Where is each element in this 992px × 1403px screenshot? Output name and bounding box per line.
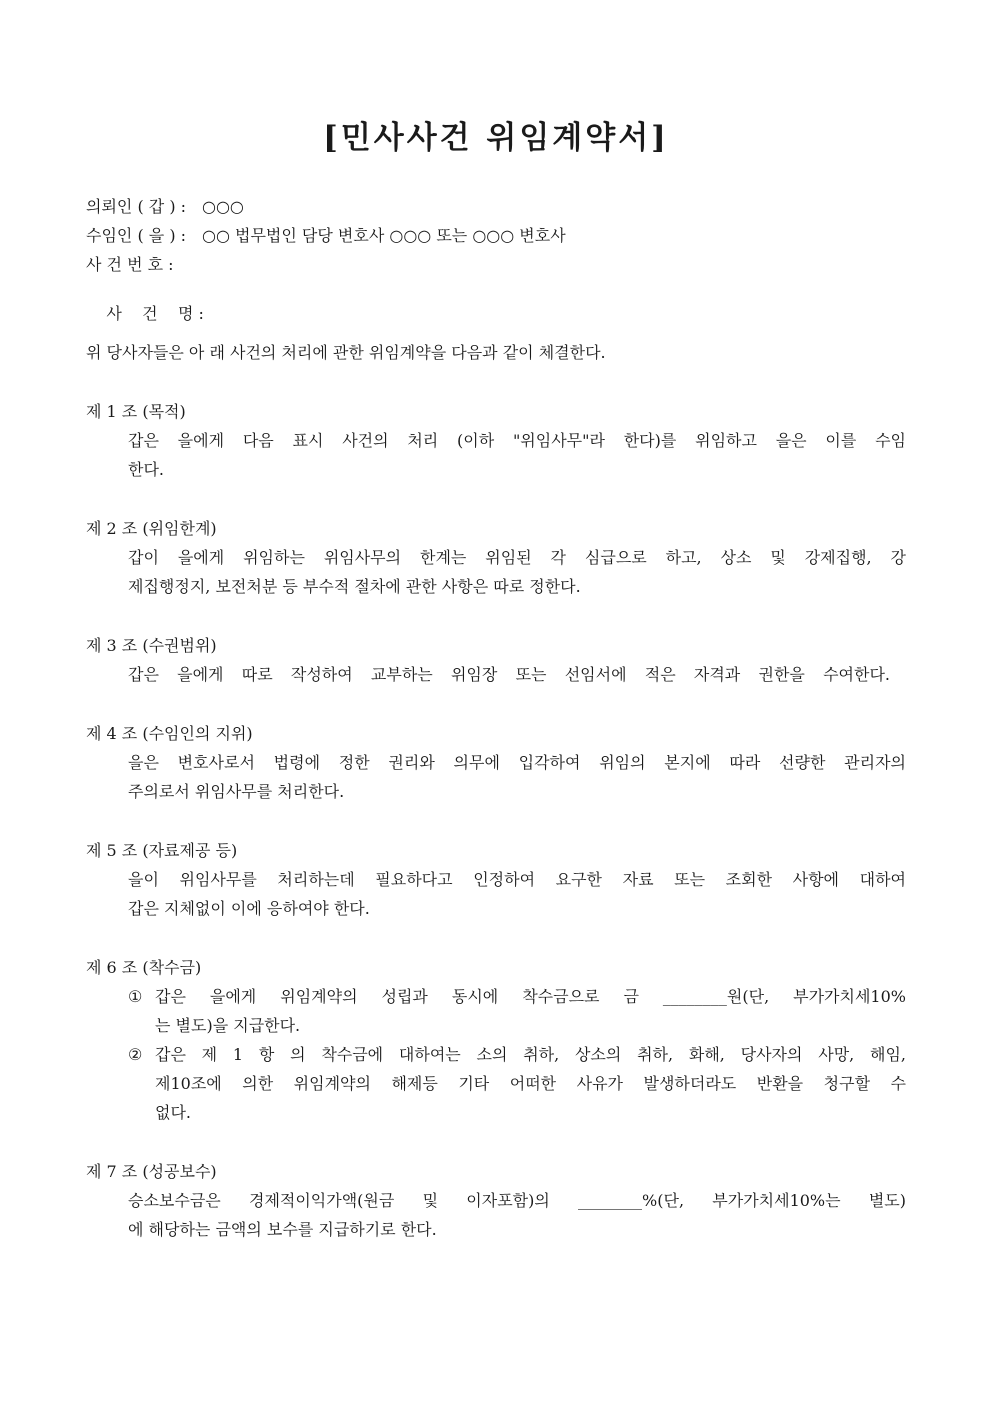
intro-paragraph: 위 당사자들은 아 래 사건의 처리에 관한 위임계약을 다음과 같이 체결한다.	[86, 343, 606, 362]
party-value: ○○ 법무법인 담당 변호사 ○○○ 또는 ○○○ 변호사	[202, 226, 566, 245]
article-7-line: 승소보수금은 경제적이익가액(원금 및 이자포함)의 ________%(단, 부가가치세10%는 별도)	[128, 1191, 906, 1210]
party-label: 사 건 번 호 :	[86, 255, 174, 274]
article-5-heading: 제 5 조 (자료제공 등)	[86, 841, 238, 860]
document-title: [민사사건 위임계약서]	[323, 120, 669, 156]
article-4-line: 주의로서 위임사무를 처리한다.	[128, 782, 345, 801]
article-3-line: 갑은 을에게 따로 작성하여 교부하는 위임장 또는 선임서에 적은 자격과 권한을 수여한다.	[128, 665, 890, 684]
article-6-item-2-line: 갑은 제 1 항 의 착수금에 대하여는 소의 취하, 상소의 취하, 화해, 당사자의 사망, 해임,	[155, 1045, 906, 1064]
article-6-item-2-line: 제10조에 의한 위임계약의 해제등 기타 어떠한 사유가 발생하더라도 반환을 청구할 수	[155, 1074, 906, 1093]
party-client	[86, 197, 244, 217]
article-2-line: 제집행정지, 보전처분 등 부수적 절차에 관한 사항은 따로 정한다.	[128, 577, 581, 596]
article-1-line: 한다.	[128, 460, 164, 479]
article-6-heading: 제 6 조 (착수금)	[86, 958, 202, 977]
article-1-heading: 제 1 조 (목적)	[86, 402, 186, 421]
article-4-line: 을은 변호사로서 법령에 정한 권리와 의무에 입각하여 위임의 본지에 따라 선량한 관리자의	[128, 753, 906, 772]
party-value: ○○○	[202, 197, 244, 216]
article-6-item-2-line: 없다.	[155, 1103, 191, 1122]
article-4-heading: 제 4 조 (수임인의 지위)	[86, 724, 253, 743]
item-number: ①	[128, 987, 143, 1006]
article-1-line: 갑은 을에게 다음 표시 사건의 처리 (이하 "위임사무"라 한다)를 위임하고 을은 이를 수임	[128, 431, 906, 450]
party-label: 의뢰인 ( 갑 ) :	[86, 197, 187, 216]
article-3-heading: 제 3 조 (수권범위)	[86, 636, 217, 655]
party-case-name	[86, 284, 222, 344]
item-number: ②	[128, 1045, 143, 1064]
article-2-line: 갑이 을에게 위임하는 위임사무의 한계는 위임된 각 심급으로 하고, 상소 및 강제집행, 강	[128, 548, 906, 567]
article-6-item-1-line: 갑은 을에게 위임계약의 성립과 동시에 착수금으로 금 ________원(단, 부가가치세10%	[155, 987, 906, 1006]
party-label: 사 건 명 :	[106, 304, 204, 323]
article-7-line: 에 해당하는 금액의 보수를 지급하기로 한다.	[128, 1220, 437, 1239]
article-7-heading: 제 7 조 (성공보수)	[86, 1162, 217, 1181]
article-2-heading: 제 2 조 (위임한계)	[86, 519, 217, 538]
article-6-item-1-line: 는 별도)을 지급한다.	[155, 1016, 301, 1035]
article-5-line: 갑은 지체없이 이에 응하여야 한다.	[128, 899, 370, 918]
party-attorney	[86, 226, 566, 246]
party-case-number	[86, 255, 202, 275]
party-label: 수임인 ( 을 ) :	[86, 226, 187, 245]
article-5-line: 을이 위임사무를 처리하는데 필요하다고 인정하여 요구한 자료 또는 조회한 사항에 대하여	[128, 870, 906, 889]
